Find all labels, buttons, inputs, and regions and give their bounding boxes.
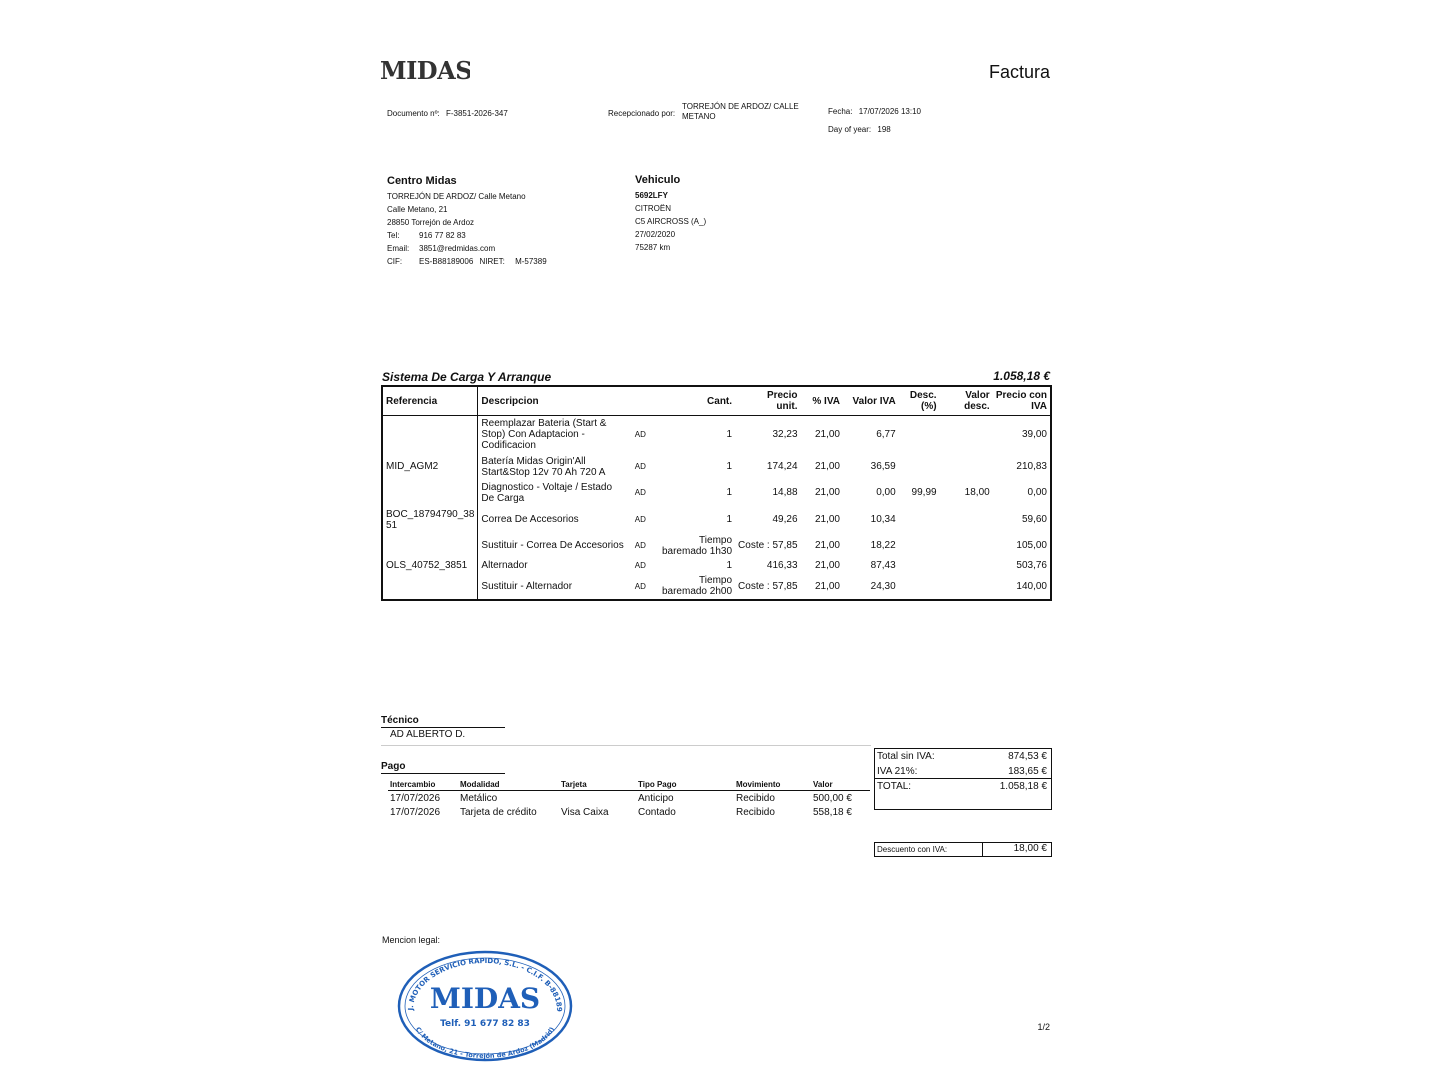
row-total: 210,83 bbox=[1016, 461, 1047, 472]
row-iva: 21,00 bbox=[814, 540, 840, 551]
stamp-top-text: J. MOTOR SERVICIO RAPIDO, S.L. - C.I.F. B-88189 bbox=[406, 956, 564, 1012]
centro-email bbox=[387, 242, 547, 255]
pago-col-intercambio: Intercambio bbox=[390, 780, 436, 789]
stamp-logo: MIDAS bbox=[429, 982, 541, 1015]
svg-text:C/ Metano, 21 - Torrejón de Ar bbox=[414, 1026, 556, 1060]
col-valor-iva: Valor IVA bbox=[843, 386, 899, 416]
items-table bbox=[381, 385, 1052, 601]
row-code: AD bbox=[634, 430, 646, 440]
recepcionado-line2: METANO bbox=[682, 112, 716, 121]
row-iva: 21,00 bbox=[814, 514, 840, 525]
row-ref bbox=[382, 574, 478, 600]
pago-title: Pago bbox=[381, 761, 406, 772]
recepcionado-label: Recepcionado por: bbox=[608, 109, 676, 118]
niret-label: NIRET: bbox=[479, 257, 505, 266]
row-desc-pct bbox=[899, 558, 940, 574]
row-cant: Tiempo baremado 2h00 bbox=[661, 575, 733, 597]
col-precio-unit-2: unit. bbox=[776, 401, 798, 412]
col-code bbox=[632, 386, 653, 416]
pago-cell: Contado bbox=[638, 806, 676, 818]
row-desc bbox=[478, 534, 632, 558]
pago-cell: Recibido bbox=[736, 792, 775, 804]
row-desc-line: De Carga bbox=[481, 492, 525, 504]
row-desc-line: Alternador bbox=[481, 560, 528, 571]
row-iva: 21,00 bbox=[814, 429, 840, 441]
row-iva: 21,00 bbox=[814, 560, 840, 571]
email-value: 3851@redmidas.com bbox=[419, 244, 496, 253]
row-ref bbox=[382, 480, 478, 506]
logo-text: MIDAS bbox=[380, 56, 470, 85]
row-desc bbox=[478, 558, 632, 574]
row-cant: Tiempo baremado 1h30 bbox=[661, 534, 733, 557]
col-desc-pct-2: (%) bbox=[921, 401, 937, 412]
document-type-title: Factura bbox=[988, 62, 1050, 82]
table-row bbox=[382, 416, 1051, 454]
niret-value: M-57389 bbox=[515, 257, 547, 266]
row-desc bbox=[478, 506, 632, 534]
col-valor-desc-2: desc. bbox=[964, 401, 990, 412]
col-valor-desc bbox=[940, 386, 993, 416]
col-precio-unit-1: Precio bbox=[766, 390, 798, 401]
documento-label: Documento nº: bbox=[387, 109, 440, 118]
day-of-year-value: 198 bbox=[877, 125, 891, 134]
row-valor-desc: 18,00 bbox=[964, 487, 990, 498]
row-valor-iva: 24,30 bbox=[870, 580, 896, 592]
centro-line2: Calle Metano, 21 bbox=[387, 205, 448, 214]
vehiculo-brand: CITROËN bbox=[635, 204, 671, 213]
row-desc-line: Sustituir - Alternador bbox=[481, 580, 573, 592]
day-of-year-label: Day of year: bbox=[828, 125, 872, 134]
col-precio-con-iva-1: Precio con bbox=[995, 390, 1047, 401]
cif-label: CIF: bbox=[387, 257, 403, 266]
row-precio: 49,26 bbox=[772, 514, 798, 525]
totals-box bbox=[874, 748, 1052, 810]
row-total: 503,76 bbox=[1016, 560, 1047, 571]
row-code: AD bbox=[634, 561, 646, 570]
table-row bbox=[382, 574, 1051, 600]
col-desc-pct bbox=[899, 386, 940, 416]
documento-field bbox=[387, 108, 508, 120]
row-precio: Coste : 57,85 bbox=[738, 540, 798, 551]
totals-divider bbox=[875, 778, 1051, 779]
row-valor-iva: 10,34 bbox=[870, 514, 896, 525]
page-number: 1/2 bbox=[1037, 1022, 1050, 1032]
centro-line3: 28850 Torrejón de Ardoz bbox=[387, 218, 475, 227]
centro-block bbox=[387, 175, 547, 268]
total-label: TOTAL: bbox=[877, 781, 912, 792]
tel-label: Tel: bbox=[387, 231, 400, 240]
vehiculo-km: 75287 km bbox=[635, 243, 671, 252]
tel-value: 916 77 82 83 bbox=[419, 231, 466, 240]
table-row bbox=[382, 558, 1051, 574]
mencion-legal: Mencion legal: bbox=[382, 935, 441, 945]
pago-underline bbox=[381, 773, 505, 774]
row-valor-iva: 0,00 bbox=[876, 487, 896, 498]
row-iva: 21,00 bbox=[814, 580, 840, 592]
col-precio-con-iva-2: IVA bbox=[1031, 401, 1047, 412]
recepcionado-line1: TORREJÓN DE ARDOZ/ CALLE bbox=[682, 102, 799, 111]
row-ref: OLS_40752_3851 bbox=[382, 558, 478, 574]
pago-cell: 17/07/2026 bbox=[390, 792, 441, 804]
section-title: Sistema De Carga Y Arranque bbox=[382, 370, 552, 384]
col-precio-unit bbox=[735, 386, 800, 416]
pago-cell: 558,18 € bbox=[813, 806, 852, 818]
descuento-divider bbox=[982, 843, 983, 856]
fecha-label: Fecha: bbox=[828, 107, 853, 116]
centro-line1: TORREJÓN DE ARDOZ/ Calle Metano bbox=[387, 192, 526, 201]
pago-cell: 500,00 € bbox=[813, 792, 852, 804]
row-cant: 1 bbox=[726, 461, 733, 472]
row-iva: 21,00 bbox=[814, 487, 840, 498]
centro-cif bbox=[387, 255, 547, 268]
row-valor-desc bbox=[940, 416, 993, 454]
row-valor-iva: 18,22 bbox=[870, 540, 896, 551]
table-row bbox=[382, 480, 1051, 506]
items-header-row bbox=[382, 386, 1051, 416]
section-total: 1.058,18 € bbox=[993, 369, 1050, 383]
iva-value: 183,65 € bbox=[1008, 766, 1047, 777]
descuento-label: Descuento con IVA: bbox=[877, 845, 948, 854]
pago-cell: Visa Caixa bbox=[561, 806, 609, 818]
table-row bbox=[382, 454, 1051, 480]
row-total: 59,60 bbox=[1021, 514, 1047, 525]
row-cant: 1 bbox=[726, 560, 733, 571]
row-valor-desc bbox=[940, 454, 993, 480]
pago-cell bbox=[559, 791, 636, 805]
company-stamp bbox=[395, 948, 575, 1063]
stamp-phone: Telf. 91 677 82 83 bbox=[440, 1019, 530, 1029]
pago-col-movimiento: Movimiento bbox=[736, 780, 781, 789]
cif-value: ES-B88189006 bbox=[419, 257, 474, 266]
row-desc-pct bbox=[899, 506, 940, 534]
row-desc-line: Codificacion bbox=[481, 440, 536, 452]
row-total: 140,00 bbox=[1016, 580, 1047, 592]
col-cant: Cant. bbox=[653, 386, 735, 416]
row-desc-line: Start&Stop 12v 70 Ah 720 A bbox=[481, 466, 606, 478]
total-sin-iva-label: Total sin IVA: bbox=[877, 751, 935, 762]
pago-table bbox=[388, 778, 865, 819]
row-desc-pct: 99,99 bbox=[911, 487, 937, 498]
iva-label: IVA 21%: bbox=[877, 766, 918, 777]
row-total: 0,00 bbox=[1027, 487, 1047, 498]
row-desc bbox=[478, 480, 632, 506]
row-iva: 21,00 bbox=[814, 461, 840, 472]
row-precio: 32,23 bbox=[772, 429, 798, 441]
col-iva-pct: % IVA bbox=[801, 386, 843, 416]
row-desc-line: Correa De Accesorios bbox=[481, 514, 579, 525]
row-ref: MID_AGM2 bbox=[382, 454, 478, 480]
row-valor-iva: 36,59 bbox=[870, 461, 896, 472]
row-code: AD bbox=[634, 462, 646, 471]
stamp-bottom-text: C/ Metano, 21 - Torrejón de Ardoz (Madrid) bbox=[413, 1025, 557, 1061]
row-total: 39,00 bbox=[1021, 429, 1047, 441]
row-valor-desc bbox=[940, 534, 993, 558]
row-cant: 1 bbox=[726, 429, 733, 441]
tecnico-title: Técnico bbox=[381, 715, 419, 726]
row-precio: Coste : 57,85 bbox=[738, 580, 798, 592]
centro-tel bbox=[387, 229, 547, 242]
table-row bbox=[382, 534, 1051, 558]
vehiculo-date: 27/02/2020 bbox=[635, 230, 676, 239]
vehiculo-title: Vehiculo bbox=[635, 174, 681, 186]
pago-cell: Anticipo bbox=[638, 792, 674, 804]
total-value: 1.058,18 € bbox=[999, 781, 1047, 792]
row-desc-pct bbox=[899, 454, 940, 480]
pago-row bbox=[388, 805, 865, 819]
tecnico-underline bbox=[381, 727, 505, 728]
col-referencia: Referencia bbox=[382, 386, 478, 416]
row-code: AD bbox=[634, 515, 646, 524]
tecnico-name: AD ALBERTO D. bbox=[390, 729, 466, 740]
row-valor-iva: 87,43 bbox=[870, 560, 896, 571]
pago-cell: 17/07/2026 bbox=[390, 806, 441, 818]
recepcionado-value bbox=[682, 102, 799, 122]
row-ref: BOC_18794790_38 51 bbox=[382, 506, 478, 534]
row-desc-pct bbox=[899, 416, 940, 454]
total-sin-iva-value: 874,53 € bbox=[1008, 751, 1047, 762]
email-label: Email: bbox=[387, 244, 410, 253]
row-ref bbox=[382, 534, 478, 558]
row-code: AD bbox=[634, 541, 646, 550]
vehiculo-block bbox=[635, 174, 706, 254]
row-desc-line: Diagnostico - Voltaje / Estado bbox=[481, 481, 613, 493]
col-precio-con-iva bbox=[993, 386, 1051, 416]
row-desc bbox=[478, 416, 632, 454]
row-valor-iva: 6,77 bbox=[876, 429, 896, 441]
tecnico-divider bbox=[381, 745, 871, 746]
row-desc-pct bbox=[899, 574, 940, 600]
vehiculo-model: C5 AIRCROSS (A_) bbox=[635, 217, 707, 226]
pago-col-tarjeta: Tarjeta bbox=[561, 780, 587, 789]
row-desc-line: Reemplazar Bateria (Start & bbox=[481, 418, 607, 430]
pago-col-valor: Valor bbox=[813, 780, 833, 789]
row-valor-desc bbox=[940, 574, 993, 600]
day-of-year-field bbox=[828, 124, 891, 136]
row-desc-line: Sustituir - Correa De Accesorios bbox=[481, 540, 624, 551]
vehiculo-plate: 5692LFY bbox=[635, 191, 668, 200]
row-ref bbox=[382, 416, 478, 454]
fecha-value: 17/07/2026 13:10 bbox=[858, 107, 921, 116]
descuento-value: 18,00 € bbox=[1013, 843, 1047, 854]
centro-title: Centro Midas bbox=[387, 175, 457, 187]
row-code: AD bbox=[634, 488, 646, 497]
pago-cell: Tarjeta de crédito bbox=[460, 806, 537, 818]
row-cant: 1 bbox=[726, 487, 733, 498]
row-total: 105,00 bbox=[1016, 540, 1047, 551]
row-valor-desc bbox=[940, 558, 993, 574]
pago-col-modalidad: Modalidad bbox=[460, 780, 500, 789]
row-desc-line: Stop) Con Adaptacion - bbox=[481, 429, 585, 441]
row-precio: 174,24 bbox=[766, 461, 798, 472]
col-descripcion: Descripcion bbox=[478, 386, 632, 416]
row-code: AD bbox=[634, 581, 646, 591]
pago-col-tipo-pago: Tipo Pago bbox=[638, 780, 677, 789]
pago-header-row bbox=[388, 778, 865, 791]
row-precio: 14,88 bbox=[772, 487, 798, 498]
pago-cell: Metálico bbox=[460, 792, 498, 804]
row-desc-line: Batería Midas Origin'All bbox=[481, 455, 586, 467]
midas-logo bbox=[380, 55, 470, 85]
row-desc bbox=[478, 574, 632, 600]
descuento-box bbox=[874, 842, 1052, 857]
fecha-field bbox=[828, 106, 921, 118]
row-valor-desc bbox=[940, 506, 993, 534]
pago-row bbox=[388, 791, 865, 805]
row-desc-pct bbox=[899, 534, 940, 558]
col-desc-pct-1: Desc. bbox=[909, 390, 937, 401]
table-row bbox=[382, 506, 1051, 534]
row-cant: 1 bbox=[726, 514, 733, 525]
pago-cell: Recibido bbox=[736, 806, 775, 818]
documento-value: F-3851-2026-347 bbox=[445, 109, 508, 118]
col-valor-desc-1: Valor bbox=[965, 390, 990, 401]
row-precio: 416,33 bbox=[766, 560, 798, 571]
row-desc bbox=[478, 454, 632, 480]
